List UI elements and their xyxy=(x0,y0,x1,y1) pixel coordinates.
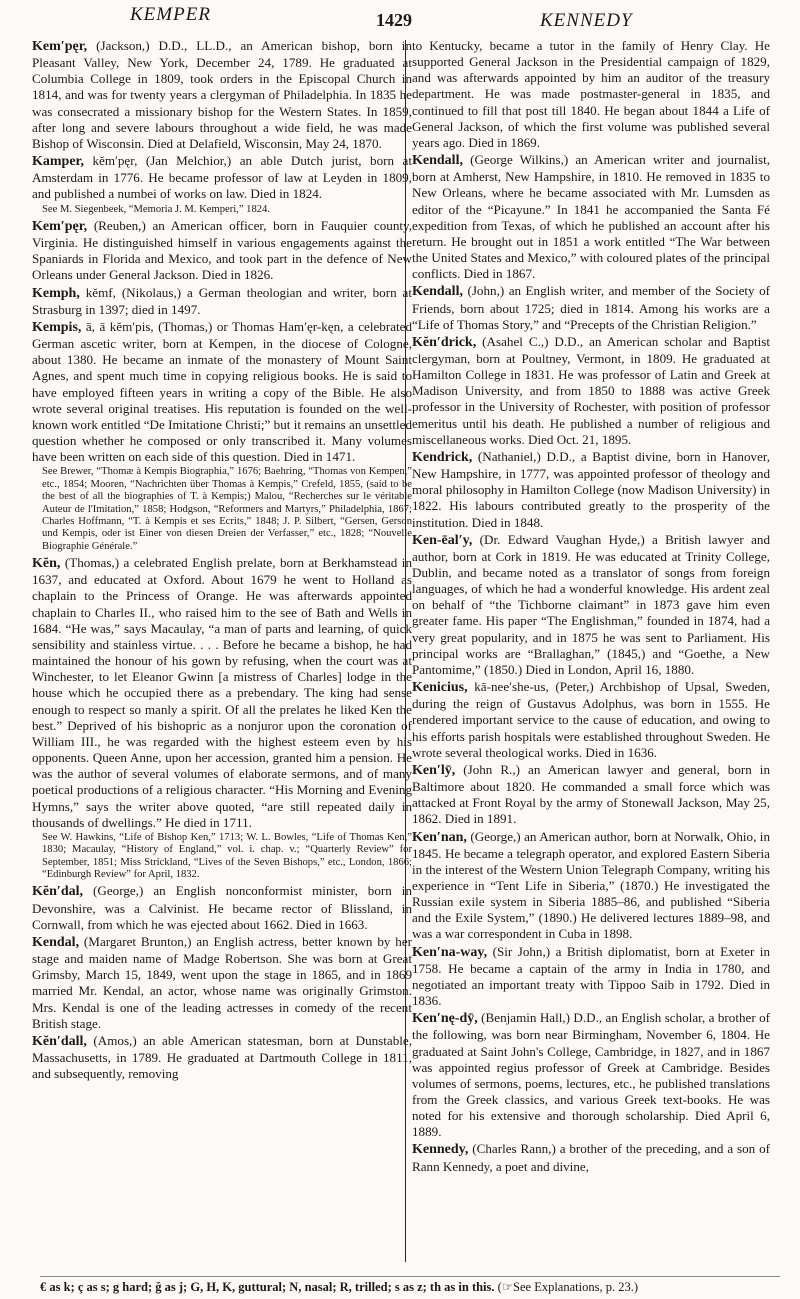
dictionary-entry xyxy=(32,218,412,284)
entry-headword: Kamper, xyxy=(32,154,84,170)
running-head-left: KEMPER xyxy=(130,4,211,25)
entry-text: (Sir John,) a British diplomatist, born at Exeter in 1758. He became a captain of the army in India in 1780, and negotiated an important treaty with Tippoo Saib in 1792. Died in 1836. xyxy=(412,943,770,1009)
entry-headword: Kendall, xyxy=(412,153,463,169)
entry-references: See W. Hawkins, “Life of Bishop Ken,” 1713; W. L. Bowles, “Life of Thomas Ken,” 1830; Macaulay, “History of England,” vol. i. chap. v.; “Quarterly Review” for September, 1851; Miss Strickland, “Lives of the Seven Bishops,” etc., London, 1866; “Edinburgh Review” for April, 1832. xyxy=(42,831,412,881)
pronunciation-key: € as k; ç as s; g hard; ğ as j; G, H, K, guttural; N, nasal; R, trilled; s as z; th as in this. xyxy=(40,1280,495,1294)
dictionary-entry xyxy=(412,679,770,761)
entry-text: (Margaret Brunton,) an English actress, better known by her stage and maiden name of Madge Robertson. She was born at Great Grimsby, March 15, 1849, went upon the stage in 1865, and in 1869 married Mr. Kendal, an actor, whose name was originally Grimston. Mrs. Kendal is one of the leading actresses in comedy of the recent British stage. xyxy=(32,933,412,1031)
dictionary-entry xyxy=(32,934,412,1032)
entry-headword: Kempis, xyxy=(32,319,82,335)
entry-text: kĕm′pęr, (Jan Melchior,) an able Dutch jurist, born at Amsterdam in 1776. He became professor of law at Leyden in 1809, and published a numbei of works on law. Died in 1824. xyxy=(32,153,412,202)
dictionary-entry xyxy=(412,283,770,332)
entry-headword: Ken′nę-dȳ, xyxy=(412,1011,478,1027)
dictionary-entry xyxy=(32,285,412,318)
dictionary-entry xyxy=(412,944,770,1010)
dictionary-entry xyxy=(412,829,770,943)
dictionary-entry xyxy=(32,1033,412,1082)
page-number: 1429 xyxy=(376,10,412,30)
left-column xyxy=(32,38,412,1268)
entry-text: ā, ā kĕm′pis, (Thomas,) or Thomas Ham′ęr-kęn, a celebrated German ascetic writer, born at Kempen, in the diocese of Cologne, about 1380. He became an inmate of the monastery of Mount Saint Agnes, and spent much time in copying religious books. He is said to have employed fifteen years in writing a copy of the Bible. He also wrote several original treatises. His reputation is founded on the well-known work entitled “De Imitatione Christi;” but it remains an unsettled question whether he composed or only transcribed it. Many volumes have been written on each side of this question. Died in 1471. xyxy=(32,318,412,465)
entry-text: (John,) an English writer, and member of the Society of Friends, born about 1725; died in 1814. Among his works are a “Life of Thomas Story,” and “Precepts of the Christian Religion.” xyxy=(412,283,770,332)
pronunciation-key-footer xyxy=(40,1276,780,1295)
dictionary-entry xyxy=(412,1141,770,1174)
entry-headword: Kemph, xyxy=(32,285,80,301)
entry-headword: Kennedy, xyxy=(412,1142,469,1158)
entry-text: (George,) an American author, born at Norwalk, Ohio, in 1845. He became a telegraph operator, and explored Eastern Siberia in the interest of the Western Union Telegraph Company, writing his experience in “Tent Life in Siberia,” (1870.) He investigated the Russian exile system in Siberia 1885–86, and published “Siberia and the Exile System,” (1890.) He delivered lectures 1889–98, and was a war correspondent in Cuba in 1898. xyxy=(412,828,770,942)
entry-text: (Dr. Edward Vaughan Hyde,) a British lawyer and author, born at Cork in 1819. He was educated at Trinity College, Dublin, and became noted as a translator of songs from foreign languages, of which he had a wonderful knowledge. His ardent zeal on behalf of “the Tichborne claimant” in 1873 gave him even greater fame. His paper “The Englishman,” founded in 1874, had a very great popularity, and in 1875 he was sent to Parliament. His principal works are “Brallaghan,” (1845,) and “Goethe, a New Pantomime,” (1850.) Died in London, April 16, 1880. xyxy=(412,531,770,677)
dictionary-entry xyxy=(412,1010,770,1140)
entry-headword: Ken′na-way, xyxy=(412,944,488,960)
dictionary-entry xyxy=(412,532,770,678)
entry-headword: Kendal, xyxy=(32,934,80,950)
entry-headword: Kĕn′dal, xyxy=(32,884,84,900)
entry-text: (Thomas,) a celebrated English prelate, born at Berkhamstead in 1637, and educated at Oxford. About 1679 he went to Holland as chaplain to the Princess of Orange. He was afterwards appointed chaplain to Charles II., who raised him to the see of Bath and Wells in 1684. “He was,” says Macaulay, “a man of parts and learning, of quick sensibility and stainless virtue. . . . Before he became a bishop, he had maintained the honour of his gown by refusing, when the court was at Winchester, to let Eleanor Gwinn [a mistress of Charles] lodge in the house which he occupied there as a prebendary. The king had sense enough to respect so manly a spirit. Of all the prelates he liked Ken the best.” Deprived of his bishopric as a nonjuror upon the coronation of William III., he was regarded with the highest esteem even by his opponents. Queen Anne, upon her accession, granted him a pension. He was the author of several volumes of elaborate sermons, and of many poetical productions of a religious character. “His Morning and Evening Hymns,” says the writer above quoted, “are still repeated daily in thousands of dwellings.” He died in 1711. xyxy=(32,555,412,830)
dictionary-entry xyxy=(412,152,770,282)
entry-headword: Ken-ēal′y, xyxy=(412,532,473,548)
entry-text: (Nathaniel,) D.D., a Baptist divine, born in Hanover, New Hampshire, in 1777, was appointed professor of theology and moral philosophy in Hamilton College (now Madison University) in 1822. His labours contributed greatly to the prosperity of the institution. Died in 1848. xyxy=(412,448,770,530)
entry-headword: Ken′nan, xyxy=(412,829,467,845)
entry-headword: Kĕn′drick, xyxy=(412,334,477,350)
entry-text: (Jackson,) D.D., LL.D., an American bishop, born in Pleasant Valley, New York, December 24, 1789. He graduated at Columbia College in 1809, took orders in the Episcopal Church in 1814, and was for twenty years a clergyman of Philadelphia. In 1835 he was consecrated a missionary bishop for the Western States. In 1859, after long and severe labours throughout a wide field, he was made Bishop of Wisconsin. Died at Delafield, Wisconsin, May 24, 1870. xyxy=(32,38,412,151)
entry-headword: Kem′pęr, xyxy=(32,39,88,54)
right-column xyxy=(412,38,770,1268)
entry-references: See M. Siegenbeek, “Memoria J. M. Kemperi,” 1824. xyxy=(42,203,271,215)
dictionary-entry xyxy=(412,762,770,828)
dictionary-entry xyxy=(32,883,412,932)
page-header xyxy=(0,4,800,32)
see-explanations-note: (☞See Explanations, p. 23.) xyxy=(497,1280,639,1294)
entry-text: (Benjamin Hall,) D.D., an English scholar, a brother of the following, was born near Birmingham, November 6, 1804. He graduated at Saint John's College, Cambridge, in 1827, and in 1867 was appointed regius professor of Greek at Cambridge. Besides volumes of sermons, poems, lectures, etc., he published translations from the Greek classics, and various Greek text-books. He was noted for his extensive and thorough scholarship. Died April 6, 1889. xyxy=(412,1010,770,1140)
entry-headword: Ken′lȳ, xyxy=(412,762,456,778)
entry-text: to Kentucky, became a tutor in the family of Henry Clay. He supported General Jackson in the Presidential campaign of 1829, and was afterwards appointed by him an auditor of the treasury department. He was made postmaster-general in 1835, and continued to fill that post till 1840. He began about 1844 a Life of General Jackson, of which the first volume was published several years ago. Died in 1869. xyxy=(412,38,770,150)
entry-text: kĕmf, (Nikolaus,) a German theologian and writer, born at Strasburg in 1397; died in 1497. xyxy=(32,284,412,317)
entry-headword: Kem′pęr, xyxy=(32,218,88,234)
entry-text: (George,) an English nonconformist minister, born in Devonshire, was a Calvinist. He became rector of Blissland, in Cornwall, from which he was ejected about 1662. Died in 1663. xyxy=(32,883,412,932)
entry-headword: Kĕn′dall, xyxy=(32,1033,87,1049)
entry-headword: Kenicius, xyxy=(412,680,468,696)
dictionary-entry xyxy=(32,38,412,152)
entry-text: (Reuben,) an American officer, born in Fauquier county, Virginia. He distinguished himself in various engagements against the Spaniards in Florida and Mexico, and took part in the defence of New Orleans under General Jackson. Died in 1826. xyxy=(32,217,412,283)
entry-text: (Amos,) an able American statesman, born at Dunstable, Massachusetts, in 1789. He graduated at Dartmouth College in 1811, and subsequently, removing xyxy=(32,1032,412,1082)
running-head-right: KENNEDY xyxy=(540,10,633,31)
entry-references: See Brewer, “Thomæ à Kempis Biographia,” 1676; Baehring, “Thomas von Kempen,” etc., 1854; Mooren, “Nachrichten über Thomas à Kempis,” Crefeld, 1855, (said to be the best of all the biographies of T. à Kempis;) Malou, “Recherches sur le véritable Auteur de l'Imitation,” 1858; Hodgson, “Reformers and Martyrs,” Philadelphia, 1867; Charles Hoffmann, “T. à Kempis et ses Ecrits,” 1848; J. P. Silbert, “Gersen, Gerson und Kempis, oder ist Einer von diesen Dreien der Verfasser,” etc., 1828; “Nouvelle Biographie Générale.” xyxy=(42,466,412,552)
entry-text: (George Wilkins,) an American writer and journalist, born at Amherst, New Hampshire, in 1810. He removed in 1835 to New Orleans, where he became associated with Mr. Lumsden as editor of the “Picayune.” In 1841 he accompanied the Santa Fé expedition from Texas, of which he published an account after his return. He brought out in 1851 a work entitled “The War between the United States and Mexico,” with coloured plates of the principal conflicts. Died in 1867. xyxy=(412,152,770,282)
dictionary-entry xyxy=(32,555,412,831)
entry-text: (Asahel C.,) D.D., an American scholar and Baptist clergyman, born at Poultney, Vermont, in 1809. He graduated at Hamilton College in 1831. He was professor of Latin and Greek at Madison University, and from 1850 to 1888 was active Greek professor in the University of Rochester, with position of professor emeritus until his death. He published a number of religious and miscellaneous works. Died Oct. 21, 1895. xyxy=(412,333,770,447)
dictionary-entry xyxy=(32,153,412,202)
dictionary-entry xyxy=(412,334,770,448)
dictionary-entry xyxy=(412,449,770,531)
entry-text: kā-nee′she-us, (Peter,) Archbishop of Upsal, Sweden, during the reign of Gustavus Adolphus, was born in 1555. He rendered important service to the cause of education, and owing to his efforts parish hospitals were established throughout Sweden. He wrote several theological works. Died in 1636. xyxy=(412,679,770,760)
dictionary-entry xyxy=(32,319,412,465)
entry-text: (Charles Rann,) a brother of the preceding, and a son of Rann Kennedy, a poet and divine, xyxy=(412,1141,770,1174)
dictionary-entry xyxy=(412,38,770,151)
entry-text: (John R.,) an American lawyer and general, born in Baltimore about 1820. He commanded a small force which was attacked at Front Royal by the army of Stonewall Jackson, May 25, 1862. Died in 1891. xyxy=(412,761,770,827)
entry-headword: Kendall, xyxy=(412,284,463,300)
entry-headword: Kendrick, xyxy=(412,449,473,465)
entry-headword: Kĕn, xyxy=(32,556,61,572)
